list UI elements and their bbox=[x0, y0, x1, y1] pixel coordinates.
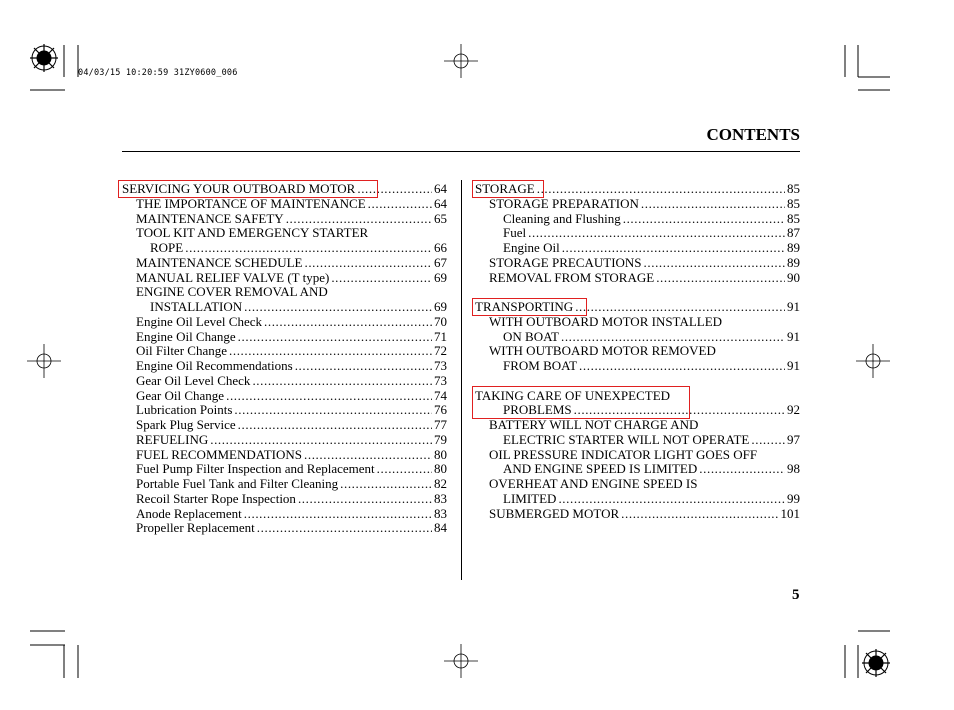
toc-entry-title: Anode Replacement bbox=[136, 505, 242, 521]
toc-leader-dots bbox=[561, 329, 785, 344]
toc-entry-page: 74 bbox=[434, 387, 447, 403]
toc-leader-dots bbox=[264, 314, 432, 329]
toc-entry-page: 91 bbox=[787, 328, 800, 344]
toc-leader-dots bbox=[644, 255, 785, 270]
toc-entry[interactable] bbox=[489, 255, 800, 270]
toc-entry-page: 80 bbox=[434, 461, 447, 477]
toc-entry-page: 90 bbox=[787, 269, 800, 285]
toc-entry-title: MAINTENANCE SCHEDULE bbox=[136, 254, 303, 270]
toc-entry-page: 87 bbox=[787, 225, 800, 241]
toc-entry-title: PROBLEMS bbox=[503, 402, 572, 418]
toc-entry-page: 99 bbox=[787, 490, 800, 506]
toc-entry[interactable] bbox=[136, 329, 447, 344]
toc-entry[interactable] bbox=[150, 299, 447, 314]
toc-leader-dots bbox=[340, 476, 432, 491]
toc-entry[interactable] bbox=[503, 225, 800, 240]
toc-leader-dots bbox=[623, 211, 785, 226]
toc-entry[interactable] bbox=[489, 417, 800, 432]
toc-leader-dots bbox=[229, 343, 432, 358]
toc-entry-title: MAINTENANCE SAFETY bbox=[136, 210, 284, 226]
toc-entry-page: 89 bbox=[787, 254, 800, 270]
toc-entry-title: REMOVAL FROM STORAGE bbox=[489, 269, 655, 285]
toc-entry-title: Gear Oil Level Check bbox=[136, 372, 251, 388]
toc-leader-dots bbox=[368, 196, 432, 211]
toc-entry-page: 97 bbox=[787, 431, 800, 447]
toc-entry-title: BATTERY WILL NOT CHARGE AND bbox=[489, 417, 699, 432]
toc-entry-title: Propeller Replacement bbox=[136, 520, 255, 536]
registration-target-bottom-right bbox=[862, 649, 890, 677]
toc-entry-title: Fuel bbox=[503, 225, 527, 241]
highlight-taking-care bbox=[472, 386, 690, 419]
toc-entry-title: WITH OUTBOARD MOTOR REMOVED bbox=[489, 343, 716, 359]
toc-entry[interactable] bbox=[489, 270, 800, 285]
toc-leader-dots bbox=[751, 432, 785, 447]
toc-entry[interactable] bbox=[503, 329, 800, 344]
registration-target-top-left bbox=[30, 44, 58, 72]
toc-entry-title: FROM BOAT bbox=[503, 358, 578, 373]
toc-entry-page: 64 bbox=[434, 181, 447, 196]
toc-entry-title: Spark Plug Service bbox=[136, 417, 236, 432]
toc-leader-dots bbox=[244, 506, 432, 521]
toc-entry-title: SUBMERGED MOTOR bbox=[489, 505, 620, 521]
toc-entry-title: Engine Oil Change bbox=[136, 328, 236, 344]
toc-entry[interactable] bbox=[489, 343, 800, 358]
highlight-servicing bbox=[118, 180, 378, 198]
toc-entry-page: 73 bbox=[434, 358, 447, 373]
toc-entry-page: 69 bbox=[434, 299, 447, 314]
toc-entry[interactable] bbox=[136, 358, 447, 373]
toc-entry-title: THE IMPORTANCE OF MAINTENANCE bbox=[136, 195, 366, 211]
toc-leader-dots bbox=[238, 417, 432, 432]
toc-entry-title: Engine Oil Recommendations bbox=[136, 358, 293, 373]
toc-entry[interactable] bbox=[136, 491, 447, 506]
toc-leader-dots bbox=[304, 255, 432, 270]
toc-entry-title: STORAGE bbox=[475, 181, 535, 196]
toc-entry-page: 79 bbox=[434, 431, 447, 447]
toc-entry[interactable] bbox=[489, 196, 800, 211]
crosshair-left bbox=[27, 344, 61, 378]
page-title: CONTENTS bbox=[706, 125, 800, 144]
toc-leader-dots bbox=[286, 211, 432, 226]
toc-entry[interactable] bbox=[503, 461, 800, 476]
toc-leader-dots bbox=[330, 284, 445, 299]
toc-entry[interactable] bbox=[136, 211, 447, 226]
toc-entry[interactable] bbox=[503, 240, 800, 255]
toc-leader-dots bbox=[718, 343, 798, 358]
toc-leader-dots bbox=[238, 329, 432, 344]
toc-entry-page: 80 bbox=[434, 446, 447, 462]
toc-leader-dots bbox=[304, 447, 432, 462]
toc-entry-title: REFUELING bbox=[136, 431, 209, 447]
toc-leader-dots bbox=[656, 270, 785, 285]
toc-entry-title: OIL PRESSURE INDICATOR LIGHT GOES OFF bbox=[489, 446, 758, 462]
toc-leader-dots bbox=[295, 358, 432, 373]
toc-entry[interactable] bbox=[136, 196, 447, 211]
toc-entry-title: Engine Oil Level Check bbox=[136, 313, 262, 329]
toc-entry-title: AND ENGINE SPEED IS LIMITED bbox=[503, 461, 698, 477]
toc-leader-dots bbox=[377, 461, 432, 476]
toc-entry-title: STORAGE PREPARATION bbox=[489, 195, 639, 211]
toc-entry[interactable] bbox=[136, 270, 447, 285]
toc-entry[interactable] bbox=[503, 432, 800, 447]
toc-entry-title: ELECTRIC STARTER WILL NOT OPERATE bbox=[503, 431, 750, 447]
title-rule bbox=[122, 151, 800, 152]
toc-leader-dots bbox=[724, 314, 798, 329]
toc-entry[interactable] bbox=[136, 314, 447, 329]
toc-leader-dots bbox=[370, 225, 445, 240]
toc-entry[interactable] bbox=[136, 388, 447, 403]
toc-entry-page: 76 bbox=[434, 402, 447, 418]
toc-entry-title: MANUAL RELIEF VALVE (T type) bbox=[136, 269, 330, 285]
page-number: 5 bbox=[792, 587, 800, 603]
toc-leader-dots bbox=[672, 388, 798, 403]
toc-entry[interactable] bbox=[503, 211, 800, 226]
crosshair-right bbox=[856, 344, 890, 378]
toc-leader-dots bbox=[558, 491, 785, 506]
toc-entry[interactable] bbox=[136, 343, 447, 358]
toc-entry-page: 85 bbox=[787, 181, 800, 196]
toc-entry[interactable] bbox=[503, 358, 800, 373]
toc-leader-dots bbox=[759, 447, 798, 462]
toc-entry-title: ENGINE COVER REMOVAL AND bbox=[136, 284, 328, 300]
highlight-transporting bbox=[472, 298, 587, 316]
toc-entry-title: TRANSPORTING bbox=[475, 299, 574, 314]
toc-leader-dots bbox=[700, 417, 798, 432]
toc-entry[interactable] bbox=[136, 461, 447, 476]
toc-leader-dots bbox=[528, 225, 785, 240]
toc-entry-title: FUEL RECOMMENDATIONS bbox=[136, 446, 302, 462]
toc-entry-page: 70 bbox=[434, 313, 447, 329]
toc-leader-dots bbox=[234, 402, 432, 417]
toc-entry[interactable] bbox=[503, 491, 800, 506]
print-stamp: 04/03/15 10:20:59 31ZY0600_006 bbox=[78, 68, 238, 78]
toc-entry-title: LIMITED bbox=[503, 490, 557, 506]
toc-entry-page: 84 bbox=[434, 520, 447, 536]
toc-leader-dots bbox=[252, 373, 432, 388]
toc-leader-dots bbox=[298, 491, 432, 506]
toc-entry-page: 67 bbox=[434, 254, 447, 270]
toc-entry-page: 72 bbox=[434, 343, 447, 359]
toc-entry-page: 85 bbox=[787, 195, 800, 211]
toc-entry-page: 92 bbox=[787, 402, 800, 418]
toc-entry[interactable] bbox=[136, 225, 447, 240]
toc-leader-dots bbox=[185, 240, 432, 255]
toc-entry-page: 98 bbox=[787, 461, 800, 477]
toc-entry[interactable] bbox=[136, 447, 447, 462]
toc-entry-page: 89 bbox=[787, 240, 800, 255]
toc-leader-dots bbox=[641, 196, 785, 211]
toc-entry-title: ROPE bbox=[150, 240, 184, 255]
toc-entry[interactable] bbox=[136, 520, 447, 535]
toc-leader-dots bbox=[226, 388, 432, 403]
toc-entry[interactable] bbox=[136, 417, 447, 432]
toc-entry[interactable] bbox=[136, 402, 447, 417]
toc-entry-page: 64 bbox=[434, 195, 447, 211]
toc-leader-dots bbox=[537, 181, 785, 196]
toc-leader-dots bbox=[699, 461, 785, 476]
toc-entry-title: Gear Oil Change bbox=[136, 387, 225, 403]
toc-entry-page: 85 bbox=[787, 210, 800, 226]
toc-entry-page: 91 bbox=[787, 358, 800, 373]
toc-entry-title: WITH OUTBOARD MOTOR INSTALLED bbox=[489, 313, 723, 329]
toc-leader-dots bbox=[331, 270, 432, 285]
toc-entry-title: Portable Fuel Tank and Filter Cleaning bbox=[136, 476, 339, 491]
toc-entry-title: Recoil Starter Rope Inspection bbox=[136, 490, 296, 506]
toc-entry[interactable] bbox=[136, 373, 447, 388]
toc-entry[interactable] bbox=[136, 476, 447, 491]
toc-entry[interactable] bbox=[489, 447, 800, 462]
toc-entry-page: 69 bbox=[434, 269, 447, 285]
toc-entry[interactable] bbox=[150, 240, 447, 255]
toc-entry-page: 65 bbox=[434, 210, 447, 226]
column-divider bbox=[461, 180, 462, 580]
toc-leader-dots bbox=[257, 520, 432, 535]
toc-entry-page: 66 bbox=[434, 240, 447, 255]
highlight-storage bbox=[472, 180, 544, 198]
toc-entry-title: Engine Oil bbox=[503, 240, 560, 255]
toc-entry-title: STORAGE PRECAUTIONS bbox=[489, 254, 642, 270]
toc-leader-dots bbox=[579, 358, 785, 373]
toc-entry[interactable] bbox=[489, 476, 800, 491]
toc-entry-title: ON BOAT bbox=[503, 328, 559, 344]
toc-leader-dots bbox=[575, 299, 785, 314]
toc-entry[interactable] bbox=[489, 314, 800, 329]
toc-leader-dots bbox=[244, 299, 432, 314]
toc-entry[interactable] bbox=[136, 255, 447, 270]
toc-entry-title: INSTALLATION bbox=[150, 299, 243, 314]
toc-entry-page: 73 bbox=[434, 372, 447, 388]
toc-entry-page: 83 bbox=[434, 505, 447, 521]
toc-entry[interactable] bbox=[136, 284, 447, 299]
toc-entry-title: Lubrication Points bbox=[136, 402, 233, 418]
toc-entry-page: 82 bbox=[434, 476, 447, 491]
crosshair-top bbox=[444, 44, 478, 78]
crosshair-bottom bbox=[444, 644, 478, 678]
toc-entry-page: 101 bbox=[780, 505, 800, 521]
toc-entry-page: 83 bbox=[434, 490, 447, 506]
toc-leader-dots bbox=[621, 506, 778, 521]
toc-entry-page: 91 bbox=[787, 299, 800, 314]
toc-entry-page: 71 bbox=[434, 328, 447, 344]
toc-entry-title: TAKING CARE OF UNEXPECTED bbox=[475, 387, 671, 403]
toc-leader-dots bbox=[562, 240, 785, 255]
toc-entry-title: Oil Filter Change bbox=[136, 343, 227, 359]
toc-entry[interactable] bbox=[489, 506, 800, 521]
toc-leader-dots bbox=[699, 476, 798, 491]
toc-entry[interactable] bbox=[136, 432, 447, 447]
toc-entry-title: OVERHEAT AND ENGINE SPEED IS bbox=[489, 476, 698, 491]
toc-entry-title: Fuel Pump Filter Inspection and Replacement bbox=[136, 461, 375, 477]
toc-leader-dots bbox=[210, 432, 432, 447]
toc-entry-title: Cleaning and Flushing bbox=[503, 210, 621, 226]
toc-entry[interactable] bbox=[136, 506, 447, 521]
toc-entry-title: TOOL KIT AND EMERGENCY STARTER bbox=[136, 225, 369, 241]
toc-entry-page: 77 bbox=[434, 417, 447, 432]
toc-entry-title: SERVICING YOUR OUTBOARD MOTOR bbox=[122, 181, 356, 196]
